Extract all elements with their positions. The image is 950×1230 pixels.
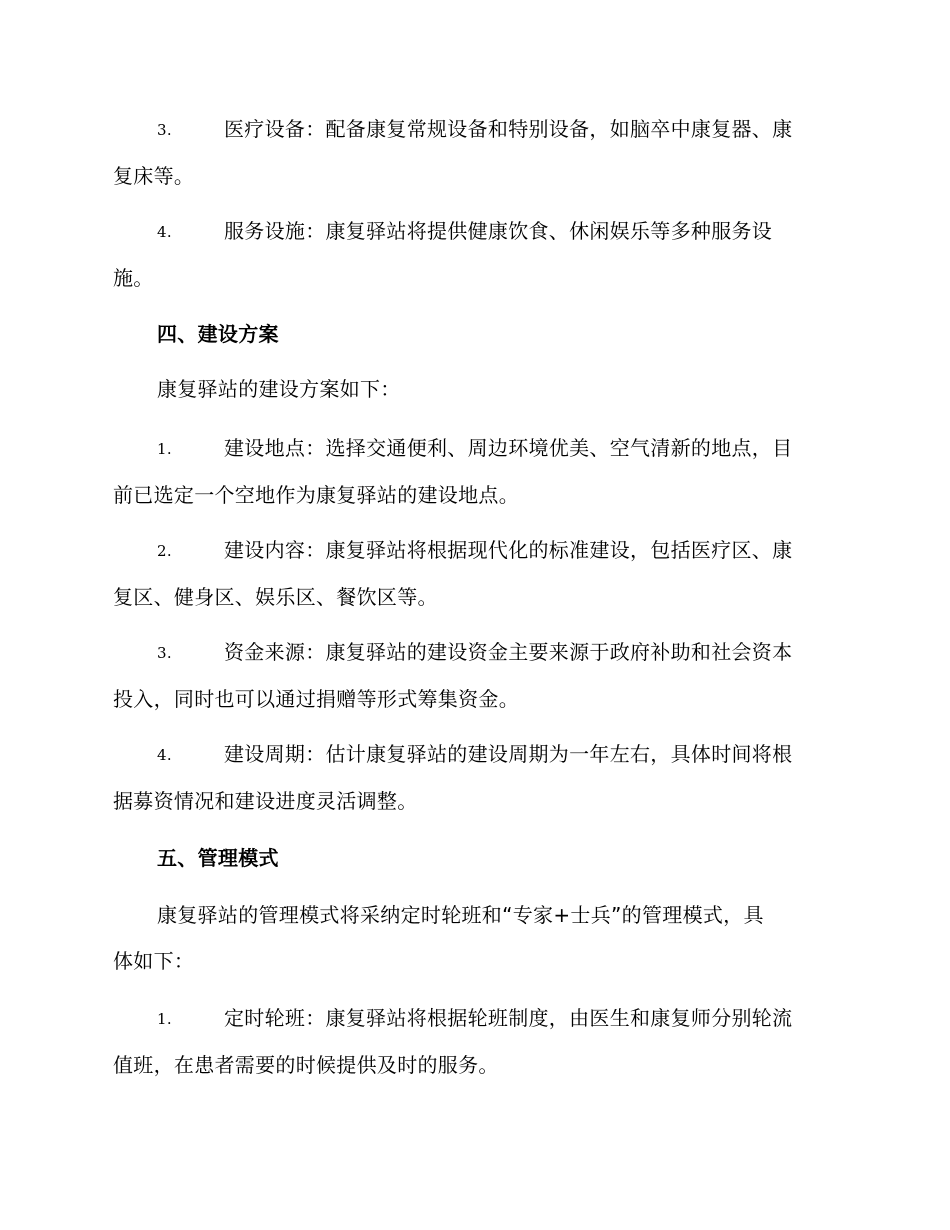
list-item-continuation: 投入，同时也可以通过捐赠等形式筹集资金。 (113, 687, 519, 711)
list-number: 1. (157, 440, 172, 458)
list-item-first-line (113, 106, 835, 153)
list-item-first-line (113, 995, 835, 1042)
list-item-continuation: 复区、健身区、娱乐区、餐饮区等。 (113, 585, 438, 609)
list-item-text: 建设周期：估计康复驿站的建设周期为一年左右，具体时间将根 (224, 742, 793, 766)
list-number: 4. (157, 746, 172, 764)
list-item-first-line (113, 527, 835, 574)
paragraph-construction-intro (113, 366, 835, 412)
list-item-text: 建设内容：康复驿站将根据现代化的标准建设，包括医疗区、康 (224, 538, 793, 562)
list-item-first-line (113, 425, 835, 472)
list-number: 3. (157, 121, 172, 139)
paragraph-management-intro (113, 892, 835, 984)
list-number: 2. (157, 542, 172, 560)
list-item-text: 建设地点：选择交通便利、周边环境优美、空气清新的地点，目 (224, 436, 793, 460)
list-item-construction-period (113, 731, 835, 824)
list-item-construction-site (113, 425, 835, 518)
list-item-continuation: 据募资情况和建设进度灵活调整。 (113, 789, 418, 813)
list-item-funding-source (113, 629, 835, 722)
list-item-continuation: 复床等。 (113, 164, 195, 188)
section-heading-construction-plan: 四、建设方案 (157, 322, 279, 346)
list-item-construction-content (113, 527, 835, 620)
list-item-continuation: 施。 (113, 266, 154, 290)
list-item-text: 医疗设备：配备康复常规设备和特别设备，如脑卒中康复器、康 (224, 117, 793, 141)
list-item-continuation: 前已选定一个空地作为康复驿站的建设地点。 (113, 483, 519, 507)
list-item-text: 资金来源：康复驿站的建设资金主要来源于政府补助和社会资本 (224, 640, 793, 664)
list-item-text: 服务设施：康复驿站将提供健康饮食、休闲娱乐等多种服务设 (224, 219, 773, 243)
list-item-first-line (113, 629, 835, 676)
paragraph-text: 康复驿站的建设方案如下： (157, 377, 401, 401)
section-heading-management-mode: 五、管理模式 (157, 846, 279, 870)
list-number: 1. (157, 1010, 172, 1028)
paragraph-first-line: 康复驿站的管理模式将采纳定时轮班和“专家+士兵”的管理模式，具 (157, 903, 764, 927)
list-number: 3. (157, 644, 172, 662)
list-number: 4. (157, 223, 172, 241)
list-item-service-facilities (113, 208, 835, 301)
list-item-first-line (113, 731, 835, 778)
paragraph-continuation: 体如下： (113, 949, 195, 973)
list-item-continuation: 值班，在患者需要的时候提供及时的服务。 (113, 1053, 499, 1077)
list-item-first-line (113, 208, 835, 255)
list-item-medical-equipment (113, 106, 835, 199)
list-item-shift-rotation (113, 995, 835, 1088)
list-item-text: 定时轮班：康复驿站将根据轮班制度，由医生和康复师分别轮流 (224, 1006, 793, 1030)
